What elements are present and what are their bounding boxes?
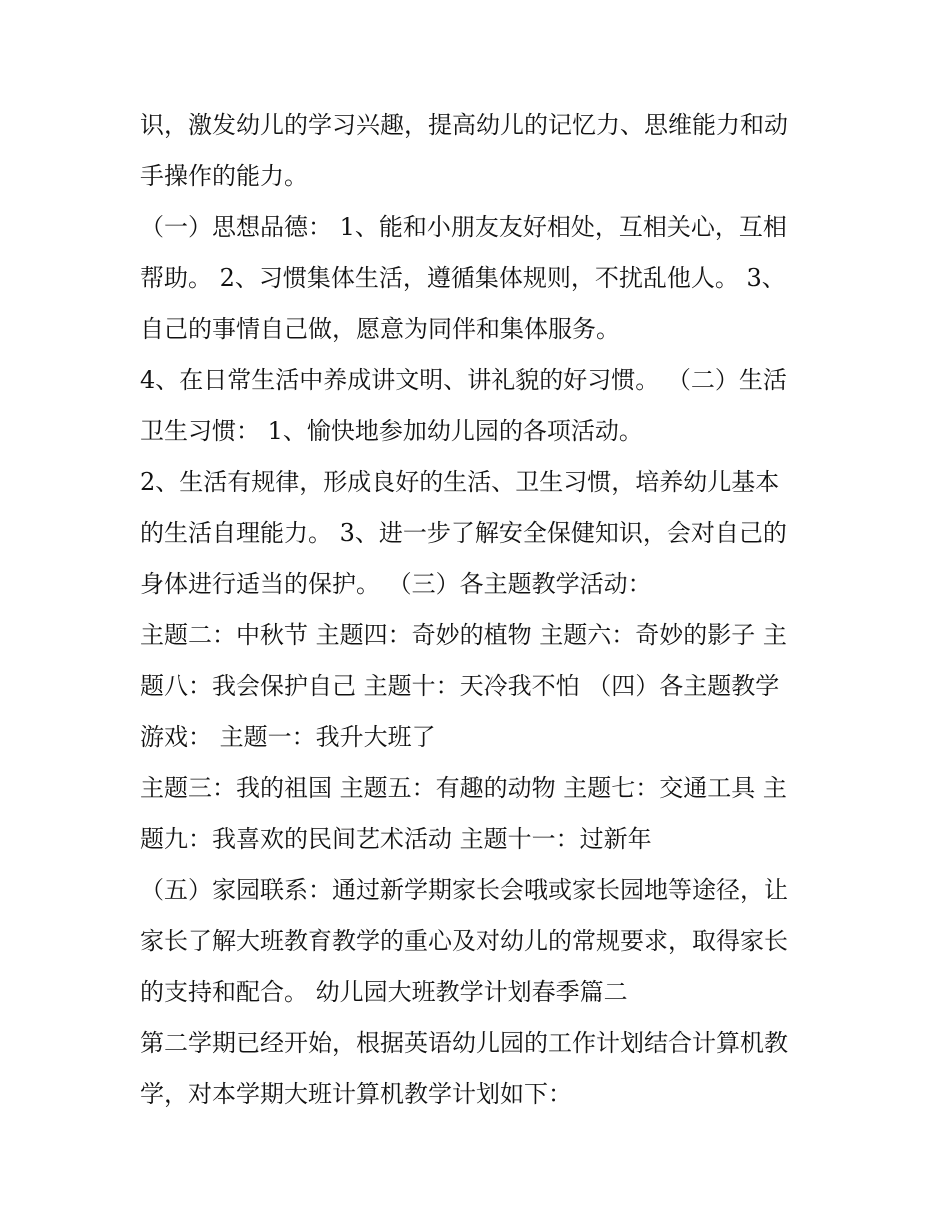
text-line: （五）家园联系：通过新学期家长会哦或家长园地等途径，让 [140,876,788,904]
text-line: 身体进行适当的保护。 （三）各主题教学活动： [140,570,652,598]
text-line: 自己的事情自己做，愿意为同伴和集体服务。 [140,315,620,343]
text-line: 的支持和配合。 幼儿园大班教学计划春季篇二 [140,978,628,1006]
text-line: （一）思想品德： 1、能和小朋友友好相处，互相关心，互相 [140,213,787,241]
document-body [140,100,820,1120]
text-line: 家长了解大班教育教学的重心及对幼儿的常规要求，取得家长 [140,927,788,955]
text-line: 主题二：中秋节 主题四：奇妙的植物 主题六：奇妙的影子 主 [140,621,787,649]
text-line: 4、在日常生活中养成讲文明、讲礼貌的好习惯。 （二）生活 [140,366,787,394]
text-line: 游戏： 主题一：我升大班了 [140,723,436,751]
text-line: 学，对本学期大班计算机教学计划如下： [140,1080,572,1108]
text-line: 2、生活有规律，形成良好的生活、卫生习惯，培养幼儿基本 [140,468,780,496]
text-line: 主题三：我的祖国 主题五：有趣的动物 主题七：交通工具 主 [140,774,787,802]
text-line: 卫生习惯： 1、愉快地参加幼儿园的各项活动。 [140,417,643,445]
text-line: 题九：我喜欢的民间艺术活动 主题十一：过新年 [140,825,652,853]
text-line: 题八：我会保护自己 主题十：天冷我不怕 （四）各主题教学 [140,672,780,700]
text-line: 手操作的能力。 [140,162,308,190]
text-line: 帮助。 2、习惯集体生活，遵循集体规则，不扰乱他人。 3、 [140,264,786,292]
text-line: 识，激发幼儿的学习兴趣，提高幼儿的记忆力、思维能力和动 [140,111,788,139]
text-line: 的生活自理能力。 3、进一步了解安全保健知识，会对自己的 [140,519,787,547]
text-line: 第二学期已经开始，根据英语幼儿园的工作计划结合计算机教 [140,1029,788,1057]
